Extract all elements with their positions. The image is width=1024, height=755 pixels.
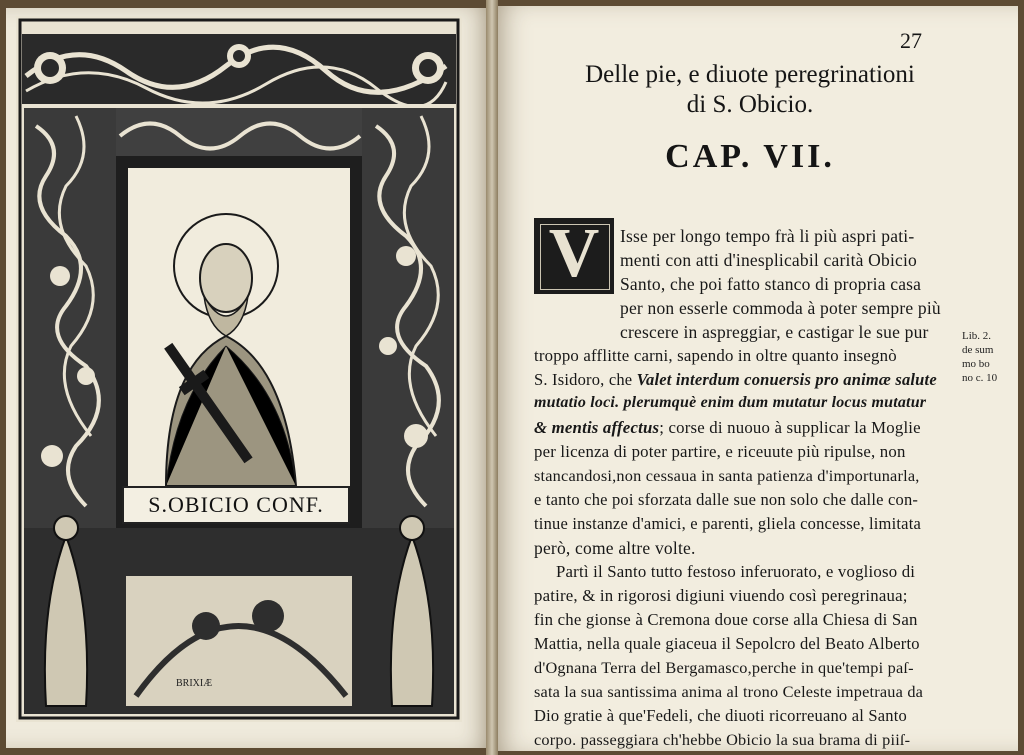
text-line: Isse per longo tempo frà li più aspri pati-	[620, 226, 915, 246]
text-line: crescere in aspreggiar, e castigar le sue pur	[620, 322, 929, 342]
margin-note: mo bo	[962, 358, 990, 370]
text-line: tinue instanze d'amici, e parenti, gliela concesse, limitata	[534, 514, 921, 533]
margin-note: no c. 10	[962, 372, 998, 384]
text-line: Mattia, nella quale giaceua il Sepolcro del Beato Alberto	[534, 634, 920, 653]
text-line: d'Ognana Terra del Bergamasco,perche in que'tempi paſ-	[534, 658, 914, 677]
text-line-italic-mixed	[534, 418, 921, 438]
left-foliage	[24, 108, 116, 528]
latin-quote: mutatio loci. plerumquè enim dum mutatur locus mutatur	[534, 394, 927, 411]
text-line-italic-mixed	[534, 370, 937, 390]
chapter-heading	[560, 60, 940, 120]
heading-line-2: di S. Obicio.	[686, 91, 814, 118]
text-line: per licenza di poter partire, e riceuute più ripulse, non	[534, 442, 906, 461]
text-line: patire, & in rigorosi digiuni viuendo così peregrinaua;	[534, 586, 908, 605]
drop-cap-initial	[534, 215, 614, 294]
portrait-caption: S.OBICIO CONF.	[122, 486, 350, 524]
text-line: fin che gionse à Cremona doue corse alla Chiesa di San	[534, 610, 918, 629]
book-gutter	[486, 0, 498, 755]
text-span: S. Isidoro, che	[534, 370, 637, 389]
text-span: ; corse di nuouo à supplicar la Moglie	[659, 418, 921, 437]
text-line: per non esserle commoda à poter sempre più	[620, 298, 941, 318]
text-line: troppo afflitte carni, sapendo in oltre quanto insegnò	[534, 346, 897, 365]
latin-quote: & mentis affectus	[534, 418, 660, 437]
right-foliage	[362, 108, 454, 528]
text-line-italic	[534, 394, 926, 412]
margin-note: Lib. 2.	[962, 330, 992, 342]
text-line: sata la sua santissima anima al trono Celeste impetraua da	[534, 682, 924, 701]
text-line: però, come altre volte.	[534, 538, 696, 558]
top-ornament	[22, 34, 456, 107]
text-line: corpo. passeggiara ch'hebbe Obicio la sua brama di piiſ-	[534, 730, 911, 749]
text-line: menti con atti d'inesplicabil carità Obicio	[620, 250, 918, 270]
woodcut-illustration	[16, 16, 462, 722]
imprint-label: BRIXIÆ	[176, 678, 213, 689]
margin-note: de sum	[962, 344, 994, 356]
heading-line-1: Delle pie, e diuote peregrinationi	[585, 61, 915, 88]
text-line: e tanto che poi sforzata dalle sue non solo che dalle con-	[534, 490, 919, 509]
text-line: stancandosi,non cessaua in santa patienza d'importunarla,	[534, 466, 920, 485]
page-number: 27	[900, 28, 922, 53]
text-line: Partì il Santo tutto festoso inferuorato, e voglioso di	[556, 562, 916, 581]
drop-cap-letter: V	[548, 215, 600, 292]
text-line: Dio gratie à que'Fedeli, che diuoti ricorreuano al Santo	[534, 706, 907, 725]
text-line: Santo, che poi fatto stanco di propria casa	[620, 274, 922, 294]
latin-quote: Valet interdum conuersis pro animæ salute	[636, 370, 937, 389]
chapter-number: CAP. VII.	[665, 138, 835, 175]
